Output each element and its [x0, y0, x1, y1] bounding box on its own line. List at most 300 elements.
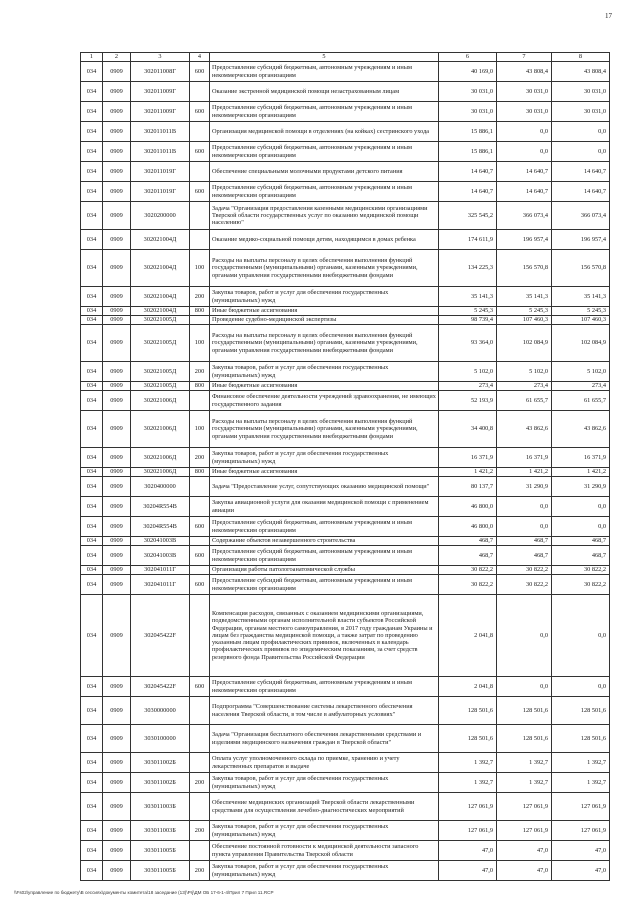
section-code-cell: 0909	[103, 411, 131, 448]
amount-2018-cell: 80 137,7	[439, 477, 497, 497]
amount-2018-cell: 2 041,8	[439, 595, 497, 677]
expense-type-cell: 600	[190, 546, 210, 566]
description-cell: Организация медицинской помощи в отделениях (на койках) сестринского ухода	[210, 122, 439, 142]
amount-2020-cell: 468,7	[552, 546, 610, 566]
description-cell: Расходы на выплаты персоналу в целях обеспечения выполнения функций государственными (муниципальными) органами, казенными учреждениями, органами управления государственными внебюджетными фондами	[210, 250, 439, 287]
table-row	[81, 250, 610, 287]
table-row	[81, 546, 610, 566]
ministry-code-cell: 034	[81, 537, 103, 546]
section-code-cell: 0909	[103, 287, 131, 307]
section-code-cell: 0909	[103, 142, 131, 162]
table-row	[81, 202, 610, 230]
description-cell: Финансовое обеспечение деятельности учреждений здравоохранения, не имеющих государственного задания	[210, 391, 439, 411]
description-cell: Предоставление субсидий бюджетным, автономным учреждениям и иным некоммерческим организациям	[210, 546, 439, 566]
table-row	[81, 677, 610, 697]
table-row	[81, 595, 610, 677]
expense-type-cell	[190, 497, 210, 517]
amount-2018-cell: 47,0	[439, 841, 497, 861]
expense-type-cell: 200	[190, 821, 210, 841]
amount-2019-cell: 31 290,9	[497, 477, 552, 497]
section-code-cell: 0909	[103, 230, 131, 250]
amount-2020-cell: 0,0	[552, 517, 610, 537]
table-row	[81, 411, 610, 448]
table-row	[81, 537, 610, 546]
description-cell: Оказание медико-социальной помощи детям, находящимся в домах ребенка	[210, 230, 439, 250]
table-row	[81, 697, 610, 725]
ministry-code-cell: 034	[81, 391, 103, 411]
table-row	[81, 82, 610, 102]
amount-2018-cell: 1 392,7	[439, 773, 497, 793]
amount-2020-cell: 14 640,7	[552, 162, 610, 182]
description-cell: Подпрограмма "Совершенствование системы лекарственного обеспечения населения Тверской области, в том числе в амбулаторных условиях"	[210, 697, 439, 725]
table-row	[81, 122, 610, 142]
table-row	[81, 448, 610, 468]
amount-2020-cell: 0,0	[552, 142, 610, 162]
target-article-cell: 302011009Г	[131, 82, 190, 102]
target-article-cell: 302021004Д	[131, 307, 190, 316]
ministry-code-cell: 034	[81, 821, 103, 841]
ministry-code-cell: 034	[81, 230, 103, 250]
description-cell: Закупка товаров, работ и услуг для обеспечения государственных (муниципальных) нужд	[210, 287, 439, 307]
amount-2018-cell: 46 800,0	[439, 517, 497, 537]
amount-2020-cell: 31 290,9	[552, 477, 610, 497]
expense-type-cell	[190, 595, 210, 677]
amount-2018-cell: 30 031,0	[439, 102, 497, 122]
amount-2020-cell: 47,0	[552, 861, 610, 881]
expense-type-cell: 800	[190, 468, 210, 477]
description-cell: Организация работы патологоанатомической службы	[210, 566, 439, 575]
ministry-code-cell: 034	[81, 287, 103, 307]
description-cell: Закупка товаров, работ и услуг для обеспечения государственных (муниципальных) нужд	[210, 362, 439, 382]
section-code-cell: 0909	[103, 162, 131, 182]
table-row	[81, 391, 610, 411]
budget-table	[80, 52, 610, 881]
amount-2020-cell: 5 102,0	[552, 362, 610, 382]
description-cell: Закупка товаров, работ и услуг для обеспечения государственных (муниципальных) нужд	[210, 821, 439, 841]
section-code-cell: 0909	[103, 546, 131, 566]
section-code-cell: 0909	[103, 122, 131, 142]
amount-2019-cell: 102 084,9	[497, 325, 552, 362]
description-cell: Закупка товаров, работ и услуг для обеспечения государственных (муниципальных) нужд	[210, 773, 439, 793]
expense-type-cell: 600	[190, 677, 210, 697]
amount-2018-cell: 40 169,0	[439, 62, 497, 82]
target-article-cell: 3020400000	[131, 477, 190, 497]
header-cell: 4	[190, 53, 210, 62]
table-row	[81, 230, 610, 250]
section-code-cell: 0909	[103, 773, 131, 793]
amount-2018-cell: 325 545,2	[439, 202, 497, 230]
target-article-cell: 302011019Г	[131, 162, 190, 182]
amount-2019-cell: 0,0	[497, 677, 552, 697]
expense-type-cell	[190, 477, 210, 497]
table-row	[81, 468, 610, 477]
amount-2018-cell: 14 640,7	[439, 182, 497, 202]
section-code-cell: 0909	[103, 861, 131, 881]
ministry-code-cell: 034	[81, 697, 103, 725]
section-code-cell: 0909	[103, 382, 131, 391]
amount-2019-cell: 1 421,2	[497, 468, 552, 477]
ministry-code-cell: 034	[81, 182, 103, 202]
amount-2019-cell: 127 061,9	[497, 793, 552, 821]
header-cell: 7	[497, 53, 552, 62]
expense-type-cell: 600	[190, 62, 210, 82]
target-article-cell: 3030100000	[131, 725, 190, 753]
header-cell: 3	[131, 53, 190, 62]
description-cell: Предоставление субсидий бюджетным, автономным учреждениям и иным некоммерческим организациям	[210, 62, 439, 82]
description-cell: Закупка товаров, работ и услуг для обеспечения государственных (муниципальных) нужд	[210, 861, 439, 881]
amount-2020-cell: 0,0	[552, 497, 610, 517]
amount-2018-cell: 2 041,8	[439, 677, 497, 697]
amount-2018-cell: 93 364,0	[439, 325, 497, 362]
table-row	[81, 575, 610, 595]
amount-2018-cell: 47,0	[439, 861, 497, 881]
expense-type-cell: 200	[190, 773, 210, 793]
target-article-cell: 302021004Д	[131, 230, 190, 250]
ministry-code-cell: 034	[81, 841, 103, 861]
amount-2019-cell: 273,4	[497, 382, 552, 391]
target-article-cell: 302021006Д	[131, 448, 190, 468]
target-article-cell: 302011011В	[131, 122, 190, 142]
amount-2018-cell: 1 392,7	[439, 753, 497, 773]
target-article-cell: 302021004Д	[131, 250, 190, 287]
amount-2018-cell: 98 739,4	[439, 316, 497, 325]
table-row	[81, 182, 610, 202]
expense-type-cell	[190, 725, 210, 753]
table-row	[81, 362, 610, 382]
amount-2020-cell: 35 141,3	[552, 287, 610, 307]
section-code-cell: 0909	[103, 821, 131, 841]
expense-type-cell	[190, 82, 210, 102]
ministry-code-cell: 034	[81, 316, 103, 325]
ministry-code-cell: 034	[81, 102, 103, 122]
amount-2019-cell: 43 862,6	[497, 411, 552, 448]
target-article-cell: 3030000000	[131, 697, 190, 725]
amount-2019-cell: 61 655,7	[497, 391, 552, 411]
table-row	[81, 861, 610, 881]
table-row	[81, 287, 610, 307]
amount-2018-cell: 5 102,0	[439, 362, 497, 382]
expense-type-cell	[190, 122, 210, 142]
table-row	[81, 477, 610, 497]
expense-type-cell	[190, 391, 210, 411]
expense-type-cell	[190, 841, 210, 861]
amount-2020-cell: 102 084,9	[552, 325, 610, 362]
section-code-cell: 0909	[103, 325, 131, 362]
amount-2020-cell: 16 371,9	[552, 448, 610, 468]
amount-2019-cell: 1 392,7	[497, 753, 552, 773]
section-code-cell: 0909	[103, 697, 131, 725]
amount-2019-cell: 30 822,2	[497, 566, 552, 575]
expense-type-cell: 100	[190, 411, 210, 448]
description-cell: Оказание экстренной медицинской помощи незастрахованным лицам	[210, 82, 439, 102]
section-code-cell: 0909	[103, 82, 131, 102]
ministry-code-cell: 034	[81, 382, 103, 391]
amount-2020-cell: 47,0	[552, 841, 610, 861]
expense-type-cell: 600	[190, 182, 210, 202]
description-cell: Предоставление субсидий бюджетным, автономным учреждениям и иным некоммерческим организациям	[210, 142, 439, 162]
expense-type-cell: 800	[190, 307, 210, 316]
header-cell: 1	[81, 53, 103, 62]
description-cell: Расходы на выплаты персоналу в целях обеспечения выполнения функций государственными (муниципальными) органами, казенными учреждениями, органами управления государственными внебюджетными фондами	[210, 411, 439, 448]
expense-type-cell: 200	[190, 861, 210, 881]
ministry-code-cell: 034	[81, 753, 103, 773]
description-cell: Проведение судебно-медицинской экспертизы	[210, 316, 439, 325]
amount-2018-cell: 16 371,9	[439, 448, 497, 468]
amount-2019-cell: 5 245,3	[497, 307, 552, 316]
amount-2020-cell: 30 031,0	[552, 82, 610, 102]
amount-2020-cell: 128 501,6	[552, 725, 610, 753]
amount-2018-cell: 15 886,1	[439, 142, 497, 162]
amount-2018-cell: 15 886,1	[439, 122, 497, 142]
ministry-code-cell: 034	[81, 546, 103, 566]
target-article-cell: 303011003Б	[131, 793, 190, 821]
amount-2020-cell: 1 392,7	[552, 773, 610, 793]
amount-2018-cell: 127 061,9	[439, 793, 497, 821]
amount-2019-cell: 0,0	[497, 122, 552, 142]
description-cell: Предоставление субсидий бюджетным, автономным учреждениям и иным некоммерческим организациям	[210, 102, 439, 122]
amount-2019-cell: 16 371,9	[497, 448, 552, 468]
ministry-code-cell: 034	[81, 162, 103, 182]
section-code-cell: 0909	[103, 537, 131, 546]
amount-2020-cell: 0,0	[552, 122, 610, 142]
table-row	[81, 142, 610, 162]
ministry-code-cell: 034	[81, 477, 103, 497]
expense-type-cell: 100	[190, 250, 210, 287]
ministry-code-cell: 034	[81, 677, 103, 697]
amount-2018-cell: 1 421,2	[439, 468, 497, 477]
section-code-cell: 0909	[103, 841, 131, 861]
ministry-code-cell: 034	[81, 793, 103, 821]
header-cell: 8	[552, 53, 610, 62]
expense-type-cell	[190, 202, 210, 230]
description-cell: Предоставление субсидий бюджетным, автономным учреждениям и иным некоммерческим организациям	[210, 677, 439, 697]
amount-2019-cell: 47,0	[497, 861, 552, 881]
target-article-cell: 30204R554В	[131, 497, 190, 517]
description-cell: Обеспечение медицинских организаций Тверской области лекарственными средствами для осуществления лечебно-диагностических мероприятий	[210, 793, 439, 821]
header-cell: 2	[103, 53, 131, 62]
section-code-cell: 0909	[103, 793, 131, 821]
target-article-cell: 302041003В	[131, 546, 190, 566]
amount-2019-cell: 47,0	[497, 841, 552, 861]
amount-2018-cell: 468,7	[439, 537, 497, 546]
section-code-cell: 0909	[103, 468, 131, 477]
section-code-cell: 0909	[103, 677, 131, 697]
amount-2019-cell: 14 640,7	[497, 162, 552, 182]
expense-type-cell	[190, 697, 210, 725]
amount-2019-cell: 196 957,4	[497, 230, 552, 250]
amount-2020-cell: 156 570,8	[552, 250, 610, 287]
amount-2019-cell: 156 570,8	[497, 250, 552, 287]
description-cell: Иные бюджетные ассигнования	[210, 468, 439, 477]
ministry-code-cell: 034	[81, 595, 103, 677]
description-cell: Оплата услуг уполномоченного склада по приемке, хранению и учету лекарственных препаратов и выдаче	[210, 753, 439, 773]
description-cell: Обеспечение специальными молочными продуктами детского питания	[210, 162, 439, 182]
amount-2020-cell: 43 808,4	[552, 62, 610, 82]
expense-type-cell	[190, 162, 210, 182]
section-code-cell: 0909	[103, 250, 131, 287]
amount-2019-cell: 366 073,4	[497, 202, 552, 230]
target-article-cell: 302011011В	[131, 142, 190, 162]
target-article-cell: 3020200000	[131, 202, 190, 230]
amount-2018-cell: 30 031,0	[439, 82, 497, 102]
description-cell: Закупка товаров, работ и услуг для обеспечения государственных (муниципальных) нужд	[210, 448, 439, 468]
table-row	[81, 725, 610, 753]
expense-type-cell	[190, 793, 210, 821]
amount-2019-cell: 127 061,9	[497, 821, 552, 841]
amount-2020-cell: 107 460,3	[552, 316, 610, 325]
amount-2018-cell: 30 822,2	[439, 566, 497, 575]
amount-2020-cell: 30 031,0	[552, 102, 610, 122]
description-cell: Обеспечение постоянной готовности к медицинской деятельности запасного пункта управления Правительства Тверской области	[210, 841, 439, 861]
ministry-code-cell: 034	[81, 861, 103, 881]
amount-2018-cell: 14 640,7	[439, 162, 497, 182]
table-row	[81, 316, 610, 325]
target-article-cell: 302041011Г	[131, 566, 190, 575]
amount-2018-cell: 128 501,6	[439, 697, 497, 725]
section-code-cell: 0909	[103, 566, 131, 575]
target-article-cell: 303011002Б	[131, 753, 190, 773]
amount-2019-cell: 14 640,7	[497, 182, 552, 202]
amount-2019-cell: 0,0	[497, 595, 552, 677]
header-row	[81, 53, 610, 62]
amount-2020-cell: 43 862,6	[552, 411, 610, 448]
amount-2018-cell: 30 822,2	[439, 575, 497, 595]
amount-2019-cell: 1 392,7	[497, 773, 552, 793]
amount-2019-cell: 30 031,0	[497, 82, 552, 102]
table-row	[81, 62, 610, 82]
section-code-cell: 0909	[103, 725, 131, 753]
expense-type-cell: 200	[190, 448, 210, 468]
file-path-footer: \\Fs02\управление по бюджету\В сессиях\документы комитета\18 заседание (13)\Prj\ДМ ОБ 17-6-1-4\Прил 7 Прил 11.RCP	[14, 890, 274, 895]
header-cell: 6	[439, 53, 497, 62]
amount-2019-cell: 30 031,0	[497, 102, 552, 122]
description-cell: Задача "Организация предоставления казенными медицинскими организациями Тверской области государственных услуг по оказанию медицинской помощи населению"	[210, 202, 439, 230]
ministry-code-cell: 034	[81, 411, 103, 448]
ministry-code-cell: 034	[81, 773, 103, 793]
amount-2020-cell: 61 655,7	[552, 391, 610, 411]
section-code-cell: 0909	[103, 497, 131, 517]
ministry-code-cell: 034	[81, 142, 103, 162]
amount-2019-cell: 468,7	[497, 537, 552, 546]
description-cell: Задача "Предоставление услуг, сопутствующих оказанию медицинской помощи"	[210, 477, 439, 497]
ministry-code-cell: 034	[81, 362, 103, 382]
expense-type-cell	[190, 753, 210, 773]
ministry-code-cell: 034	[81, 250, 103, 287]
amount-2020-cell: 1 392,7	[552, 753, 610, 773]
section-code-cell: 0909	[103, 316, 131, 325]
table-row	[81, 566, 610, 575]
section-code-cell: 0909	[103, 517, 131, 537]
target-article-cell: 302041011Г	[131, 575, 190, 595]
ministry-code-cell: 034	[81, 202, 103, 230]
expense-type-cell	[190, 316, 210, 325]
amount-2020-cell: 366 073,4	[552, 202, 610, 230]
amount-2019-cell: 128 501,6	[497, 725, 552, 753]
table-row	[81, 793, 610, 821]
expense-type-cell	[190, 230, 210, 250]
section-code-cell: 0909	[103, 391, 131, 411]
amount-2018-cell: 46 800,0	[439, 497, 497, 517]
description-cell: Иные бюджетные ассигнования	[210, 382, 439, 391]
amount-2020-cell: 14 640,7	[552, 182, 610, 202]
amount-2018-cell: 273,4	[439, 382, 497, 391]
description-cell: Задача "Организация бесплатного обеспечения лекарственными средствами и изделиями медицинского назначения граждан в Тверской области"	[210, 725, 439, 753]
table-row	[81, 162, 610, 182]
target-article-cell: 302021006Д	[131, 468, 190, 477]
ministry-code-cell: 034	[81, 307, 103, 316]
target-article-cell: 302021004Д	[131, 287, 190, 307]
description-cell: Компенсация расходов, связанных с оказанием медицинскими организациями, подведомственными органам исполнительной власти субъектов Российской Федерации, органам местного самоуправления, в 2017 году гражданам Украины и лицам без гражданства медицинской помощи, а также затрат по проведению указанным лицам профилактических прививок, включенных в календарь профилактических прививок по эпидемическим показаниям, за счет средств резервного фонда Правительства Российской Федерации	[210, 595, 439, 677]
expense-type-cell: 800	[190, 382, 210, 391]
amount-2019-cell: 5 102,0	[497, 362, 552, 382]
ministry-code-cell: 034	[81, 122, 103, 142]
amount-2018-cell: 134 225,3	[439, 250, 497, 287]
table-row	[81, 821, 610, 841]
ministry-code-cell: 034	[81, 448, 103, 468]
target-article-cell: 302045422F	[131, 677, 190, 697]
amount-2018-cell: 52 193,9	[439, 391, 497, 411]
amount-2020-cell: 468,7	[552, 537, 610, 546]
ministry-code-cell: 034	[81, 575, 103, 595]
target-article-cell: 303011003Б	[131, 821, 190, 841]
amount-2018-cell: 468,7	[439, 546, 497, 566]
amount-2019-cell: 35 141,3	[497, 287, 552, 307]
description-cell: Предоставление субсидий бюджетным, автономным учреждениям и иным некоммерческим организациям	[210, 517, 439, 537]
ministry-code-cell: 034	[81, 325, 103, 362]
section-code-cell: 0909	[103, 448, 131, 468]
amount-2018-cell: 34 400,8	[439, 411, 497, 448]
amount-2020-cell: 127 061,9	[552, 821, 610, 841]
table-row	[81, 325, 610, 362]
target-article-cell: 30204R554В	[131, 517, 190, 537]
amount-2019-cell: 30 822,2	[497, 575, 552, 595]
ministry-code-cell: 034	[81, 517, 103, 537]
amount-2020-cell: 0,0	[552, 595, 610, 677]
description-cell: Закупка авиационной услуги для оказания медицинской помощи с применением авиации	[210, 497, 439, 517]
expense-type-cell	[190, 566, 210, 575]
table-row	[81, 382, 610, 391]
target-article-cell: 302021005Д	[131, 382, 190, 391]
amount-2019-cell: 0,0	[497, 142, 552, 162]
ministry-code-cell: 034	[81, 468, 103, 477]
amount-2020-cell: 30 822,2	[552, 575, 610, 595]
table-row	[81, 102, 610, 122]
amount-2018-cell: 174 611,9	[439, 230, 497, 250]
amount-2018-cell: 5 245,3	[439, 307, 497, 316]
expense-type-cell: 200	[190, 287, 210, 307]
target-article-cell: 302021005Д	[131, 362, 190, 382]
expense-type-cell: 600	[190, 142, 210, 162]
target-article-cell: 303011005Б	[131, 841, 190, 861]
amount-2020-cell: 196 957,4	[552, 230, 610, 250]
expense-type-cell: 100	[190, 325, 210, 362]
ministry-code-cell: 034	[81, 82, 103, 102]
ministry-code-cell: 034	[81, 497, 103, 517]
description-cell: Расходы на выплаты персоналу в целях обеспечения выполнения функций государственными (муниципальными) органами, казенными учреждениями, органами управления государственными внебюджетными фондами	[210, 325, 439, 362]
target-article-cell: 303011002Б	[131, 773, 190, 793]
expense-type-cell: 600	[190, 517, 210, 537]
page-number: 17	[605, 12, 612, 20]
section-code-cell: 0909	[103, 595, 131, 677]
section-code-cell: 0909	[103, 575, 131, 595]
amount-2019-cell: 43 808,4	[497, 62, 552, 82]
section-code-cell: 0909	[103, 62, 131, 82]
target-article-cell: 302011009Г	[131, 102, 190, 122]
section-code-cell: 0909	[103, 753, 131, 773]
target-article-cell: 302041003В	[131, 537, 190, 546]
amount-2020-cell: 127 061,9	[552, 793, 610, 821]
description-cell: Иные бюджетные ассигнования	[210, 307, 439, 316]
